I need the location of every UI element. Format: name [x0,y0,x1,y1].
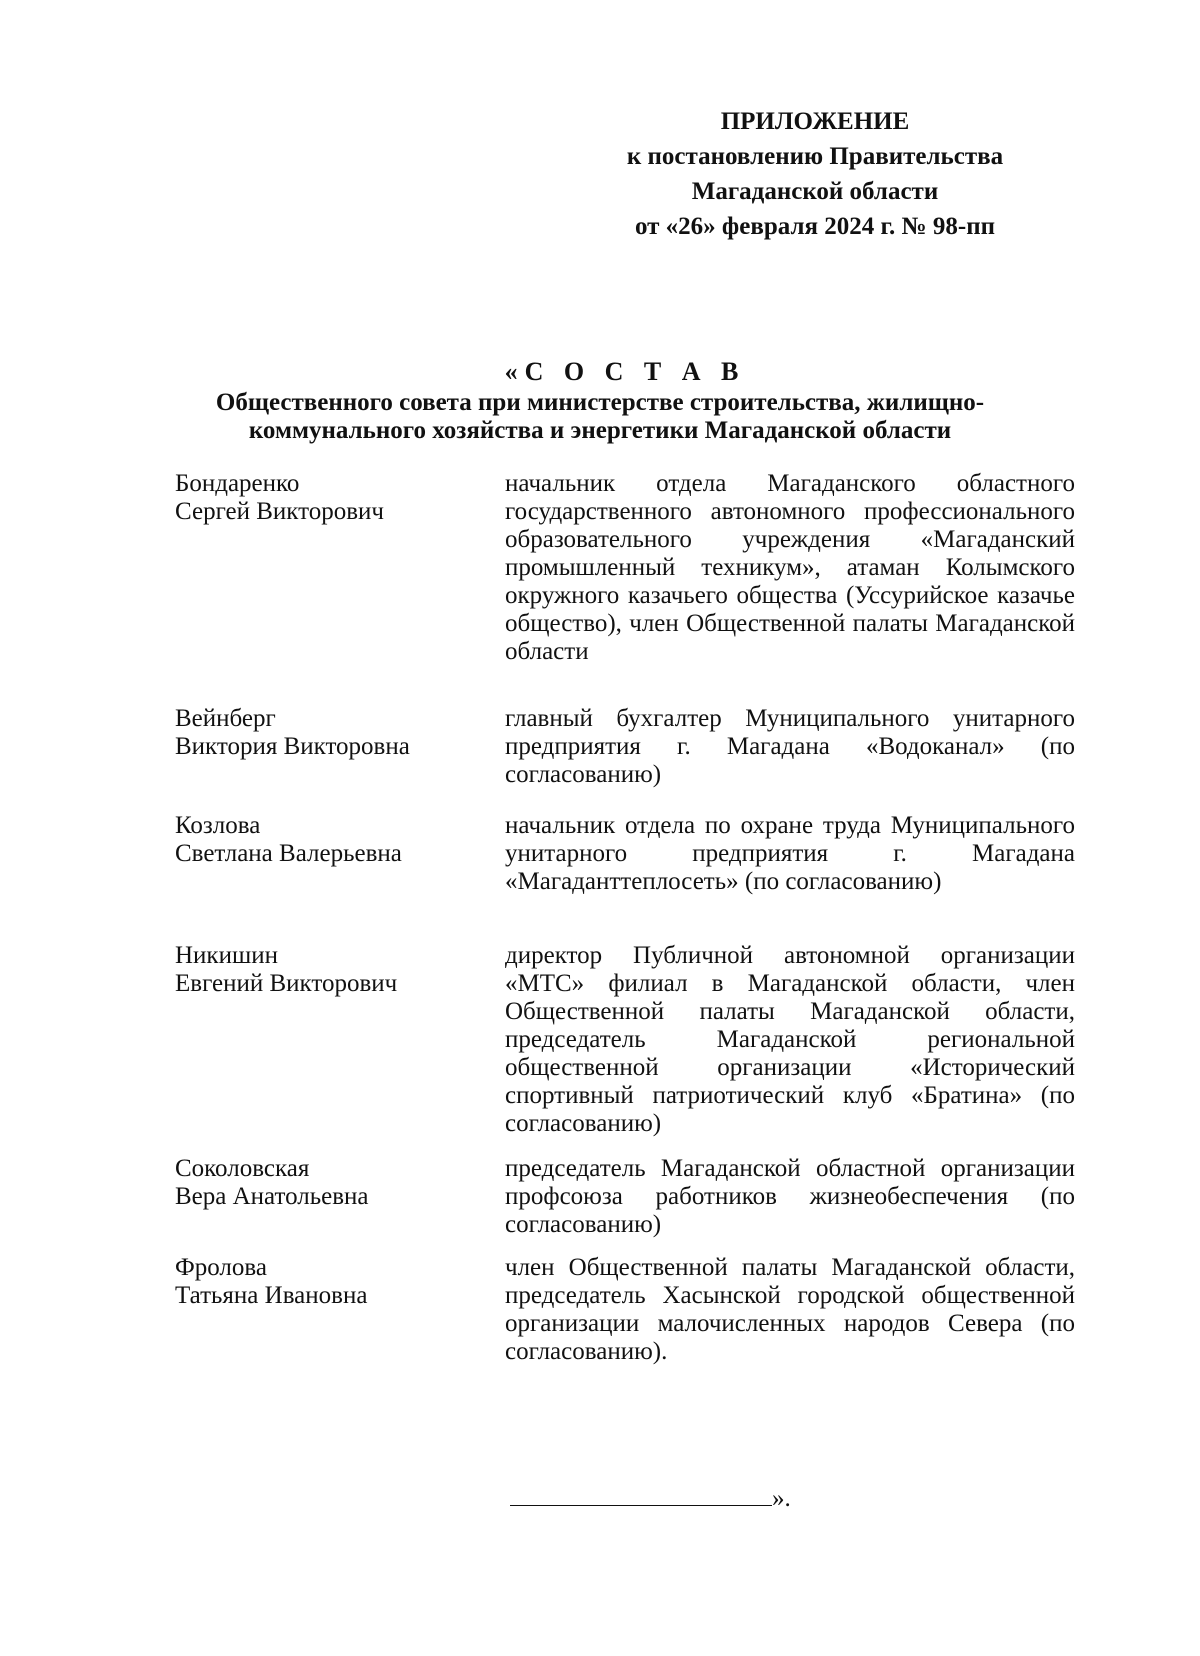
member-name [175,812,475,868]
member-description: главный бухгалтер Муниципального унитарного предприятия г. Магадана «Водоканал» (по согласованию) [505,705,1075,788]
member-description: председатель Магаданской областной организации профсоюза работников жизнеобеспечения (по согласованию) [505,1155,1075,1238]
member-given-name: Вера Анатольевна [175,1183,369,1210]
member-given-name: Виктория Викторовна [175,733,410,760]
member-name [175,470,475,526]
member-surname: Соколовская [175,1155,310,1182]
appendix-region-line: Магаданской области [691,178,939,205]
member-description: начальник отдела по охране труда Муниципального унитарного предприятия г. Магадана «Магаданттеплосеть» (по согласованию) [505,812,1075,895]
member-description: директор Публичной автономной организации «МТС» филиал в Магаданской области, член Общественной палаты Магаданской области, председатель Магаданской региональной общественной организации «Исторический спортивный патриотический клуб «Братина» (по согласованию) [505,942,1075,1137]
member-name [175,942,475,998]
heading-title: «С О С Т А В [504,357,746,386]
member-surname: Фролова [175,1254,267,1281]
closing-mark [510,1485,791,1513]
member-name [175,705,475,761]
member-surname: Бондаренко [175,470,300,497]
member-given-name: Светлана Валерьевна [175,840,402,867]
appendix-date-line: от «26» февраля 2024 г. № 98-пп [634,213,996,240]
appendix-title: ПРИЛОЖЕНИЕ [720,108,910,135]
member-surname: Вейнберг [175,705,276,732]
heading-line-2: коммунального хозяйства и энергетики Магаданской области [248,417,952,444]
member-surname: Козлова [175,812,261,839]
member-name [175,1155,475,1211]
member-description: начальник отдела Магаданского областного государственного автономного профессионального образовательного учреждения «Магаданский промышленный техникум», атаман Колымского окружного казачьего общества (Уссурийское казачье общество), член Общественной палаты Магаданской области [505,470,1075,665]
member-surname: Никишин [175,942,278,969]
member-name [175,1254,475,1310]
member-given-name: Сергей Викторович [175,498,384,525]
member-given-name: Татьяна Ивановна [175,1282,368,1309]
closing-quote: ». [772,1485,791,1512]
closing-underline [510,1504,772,1506]
heading-line-1: Общественного совета при министерстве строительства, жилищно- [215,389,985,416]
document-heading [120,355,1080,445]
member-given-name: Евгений Викторович [175,970,398,997]
member-description: член Общественной палаты Магаданской области, председатель Хасынской городской общественной организации малочисленных народов Севера (по согласованию). [505,1254,1075,1365]
appendix-resolution-line: к постановлению Правительства [626,143,1004,170]
appendix-header [560,104,1070,244]
